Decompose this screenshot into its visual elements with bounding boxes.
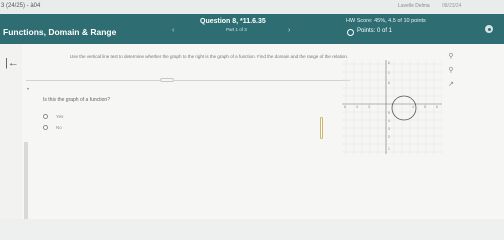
y-tick-label: 1	[388, 71, 390, 75]
y-tick-label: 5	[388, 111, 390, 115]
x-tick-label: 5	[424, 105, 426, 109]
option-no[interactable]	[43, 123, 103, 131]
y-tick-label: 6	[388, 61, 390, 65]
section-title: Functions, Domain & Range	[3, 27, 117, 37]
part-label: Part 1 of 3	[226, 27, 247, 32]
option-label: Yes	[56, 113, 64, 119]
x-tick-label: 3	[368, 105, 370, 109]
y-tick-label: 6	[388, 81, 390, 85]
option-label: No	[56, 124, 62, 130]
user-name[interactable]: Lavelle Delma	[398, 3, 430, 9]
hw-score: HW Score: 45%, 4.5 of 10 points	[346, 18, 426, 24]
option-yes[interactable]	[43, 112, 103, 120]
course-title: 3 (24/25) - à04	[1, 3, 41, 9]
gear-icon[interactable]	[485, 25, 493, 33]
bullet-marker: •	[27, 87, 30, 93]
date-text: 08/23/24	[442, 3, 462, 9]
question-label: Question 8, *11.6.35	[200, 18, 266, 25]
divider-handle[interactable]	[160, 78, 174, 82]
left-rail	[0, 44, 22, 219]
zoom-in-icon[interactable]: ⚲	[448, 53, 454, 60]
scroll-strip[interactable]	[24, 142, 28, 219]
x-tick-label: 6	[344, 105, 346, 109]
y-tick-label: 2	[388, 135, 390, 139]
radio-no[interactable]	[43, 125, 48, 130]
graph-panel	[342, 60, 442, 154]
relation-graph	[342, 60, 442, 154]
next-question-button[interactable]: ›	[288, 27, 291, 34]
zoom-out-icon[interactable]: ⚲	[448, 67, 454, 74]
back-arrow-icon[interactable]: |←	[5, 57, 19, 69]
section-divider	[26, 80, 350, 81]
points-label: Points: 0 of 1	[357, 28, 393, 34]
y-tick-label: 1	[388, 147, 390, 151]
expand-icon[interactable]: ↗	[448, 81, 454, 88]
function-question: Is this the graph of a function?	[43, 97, 110, 103]
question-instructions: Use the vertical line test to determine whether the graph to the right is the graph of a function. Find the domain and the range of the relation.	[70, 54, 349, 59]
x-tick-label: 4	[356, 105, 358, 109]
points-circle-icon	[347, 29, 354, 36]
panel-scrollbar[interactable]	[320, 117, 323, 139]
x-tick-label: 4	[412, 105, 414, 109]
previous-question-button[interactable]: ‹	[172, 27, 175, 34]
y-tick-label: 4	[388, 119, 390, 123]
radio-yes[interactable]	[43, 114, 48, 119]
x-tick-label: 6	[436, 105, 438, 109]
y-tick-label: 3	[388, 127, 390, 131]
